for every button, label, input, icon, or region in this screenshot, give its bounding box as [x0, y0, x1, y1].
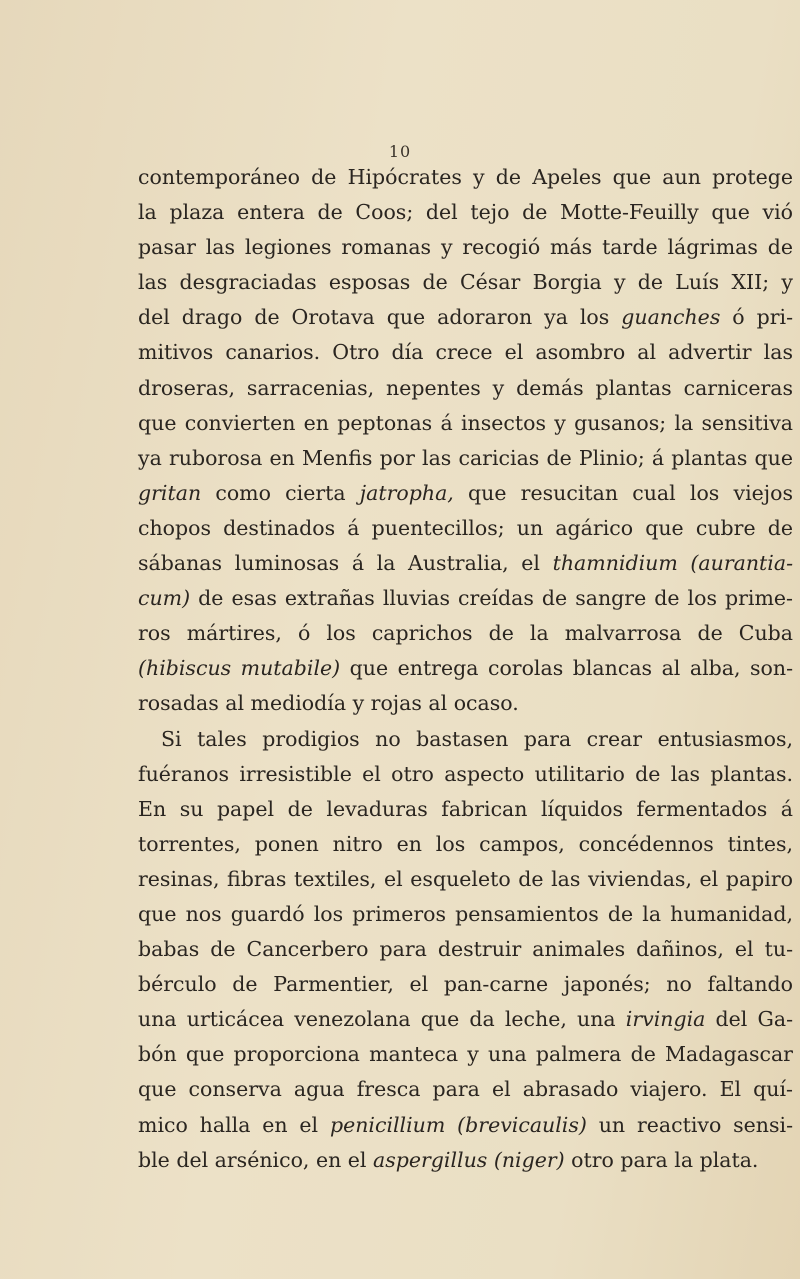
- text-line: [138, 581, 793, 616]
- text-segment: como cierta: [201, 480, 360, 505]
- text-segment: En su papel de levaduras fabrican líquidos fermentados á: [138, 796, 793, 821]
- text-segment: del drago de Orotava que adoraron ya los: [138, 305, 622, 330]
- text-line: [138, 371, 793, 406]
- text-line: [138, 406, 793, 441]
- text-segment: babas de Cancerbero para destruir animales dañinos, el tu-: [138, 937, 793, 962]
- text-line: [138, 616, 793, 651]
- text-segment: chopos destinados á puentecillos; un agárico que cubre de: [138, 515, 793, 540]
- text-line: [138, 1108, 793, 1143]
- text-segment: mico halla en el: [138, 1112, 330, 1137]
- text-line: [138, 897, 793, 932]
- text-segment: resinas, fibras textiles, el esqueleto de las viviendas, el papiro: [138, 866, 793, 891]
- text-line: [138, 441, 793, 476]
- text-segment: droseras, sarracenias, nepentes y demás plantas carniceras: [138, 375, 793, 400]
- text-segment: una urticácea venezolana que da leche, una: [138, 1007, 626, 1032]
- text-line: [138, 1002, 793, 1037]
- text-segment: fuéranos irresistible el otro aspecto utilitario de las plantas.: [138, 761, 793, 786]
- text-line: [138, 932, 793, 967]
- text-segment: ó pri-: [720, 305, 793, 330]
- text-line: [138, 230, 793, 265]
- text-segment: que entrega corolas blancas al alba, son-: [340, 656, 793, 681]
- body-text: [138, 160, 793, 1178]
- text-line: [138, 335, 793, 370]
- text-segment: del Ga-: [705, 1007, 794, 1032]
- italic-term: gritan: [138, 480, 202, 505]
- text-line: [138, 300, 793, 335]
- text-segment: bón que proporciona manteca y una palmera de Madagascar: [138, 1042, 793, 1067]
- text-line: [138, 511, 793, 546]
- text-line: [138, 722, 793, 757]
- italic-term: aspergillus (niger): [373, 1147, 565, 1172]
- italic-term: thamnidium (aurantia-: [552, 551, 793, 576]
- text-line: [138, 1072, 793, 1107]
- text-line: [138, 265, 793, 300]
- text-line: [138, 160, 793, 195]
- text-line: [138, 476, 793, 511]
- text-segment: rosadas al mediodía y rojas al ocaso.: [138, 691, 519, 716]
- text-line: [138, 651, 793, 686]
- text-line: [138, 862, 793, 897]
- italic-term: jatropha,: [359, 480, 454, 505]
- text-line: [138, 195, 793, 230]
- text-segment: de esas extrañas lluvias creídas de sangre de los prime-: [190, 586, 793, 611]
- text-segment: que convierten en peptonas á insectos y gusanos; la sensitiva: [138, 410, 793, 435]
- italic-term: cum): [138, 586, 191, 611]
- text-line: [138, 686, 793, 721]
- text-segment: pasar las legiones romanas y recogió más tarde lágrimas de: [138, 235, 793, 260]
- text-segment: contemporáneo de Hipócrates y de Apeles que aun protege: [138, 165, 793, 189]
- text-segment: torrentes, ponen nitro en los campos, concédennos tintes,: [138, 831, 793, 856]
- text-segment: ros mártires, ó los caprichos de la malvarrosa de Cuba: [138, 621, 793, 646]
- text-segment: un reactivo sensi-: [586, 1112, 794, 1137]
- text-segment: que nos guardó los primeros pensamientos de la humanidad,: [138, 901, 793, 926]
- text-line: [138, 546, 793, 581]
- text-segment: ya ruborosa en Menfis por las caricias de Plinio; á plantas que: [138, 445, 793, 470]
- text-line: [138, 757, 793, 792]
- italic-term: penicillium (brevicaulis): [329, 1112, 587, 1137]
- text-line: [138, 967, 793, 1002]
- text-segment: mitivos canarios. Otro día crece el asombro al advertir las: [138, 340, 793, 365]
- page-number: 10: [388, 142, 412, 161]
- text-segment: Si tales prodigios no bastasen para crear entusiasmos,: [161, 726, 793, 751]
- italic-term: irvingia: [625, 1007, 706, 1032]
- text-segment: sábanas luminosas á la Australia, el: [138, 551, 553, 576]
- italic-term: guanches: [621, 305, 721, 330]
- text-line: [138, 1143, 793, 1178]
- text-line: [138, 792, 793, 827]
- text-segment: que resucitan cual los viejos: [453, 480, 793, 505]
- text-segment: otro para la plata.: [564, 1147, 759, 1172]
- text-segment: las desgraciadas esposas de César Borgia y de Luís XII; y: [138, 270, 793, 295]
- text-line: [138, 827, 793, 862]
- text-segment: bérculo de Parmentier, el pan-carne japonés; no faltando: [138, 972, 793, 997]
- text-line: [138, 1037, 793, 1072]
- text-segment: que conserva agua fresca para el abrasado viajero. El quí-: [138, 1077, 793, 1102]
- text-segment: ble del arsénico, en el: [138, 1147, 373, 1172]
- text-segment: la plaza entera de Coos; del tejo de Motte-Feuilly que vió: [138, 200, 793, 225]
- italic-term: (hibiscus mutabile): [138, 656, 341, 681]
